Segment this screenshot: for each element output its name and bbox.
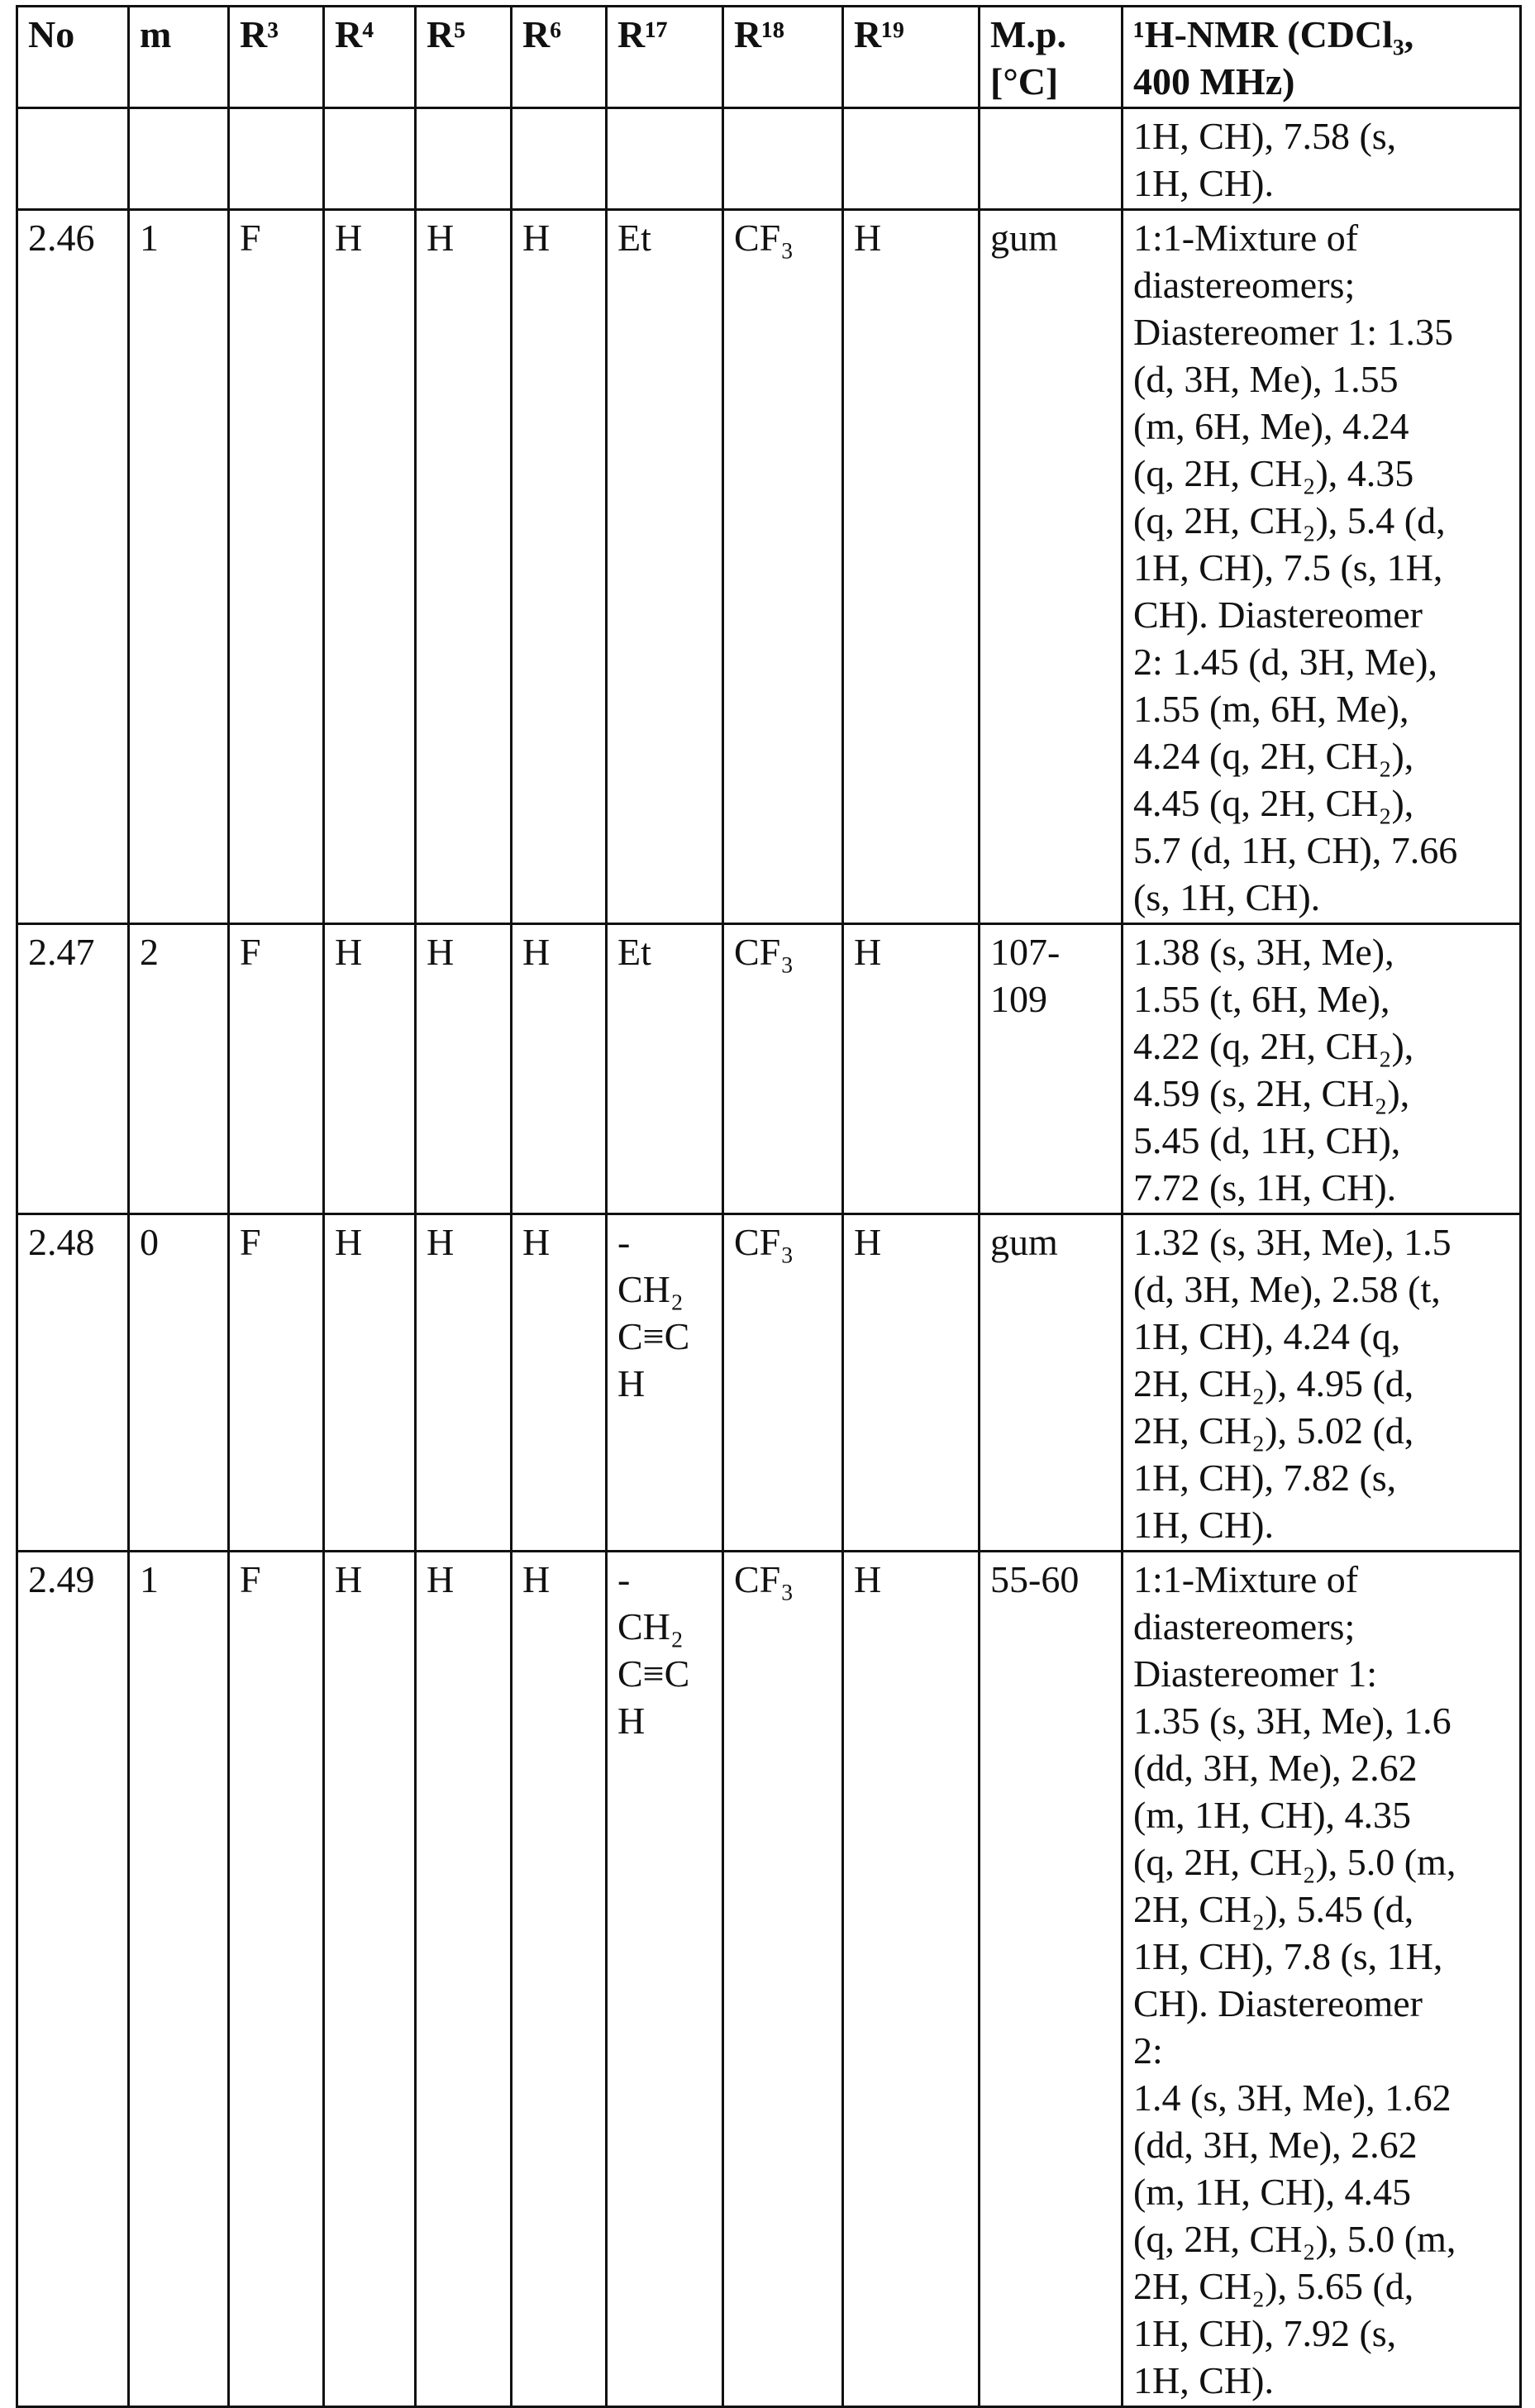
cell-no — [17, 108, 129, 210]
cell-line: 1.55 (m, 6H, Me), — [1133, 685, 1511, 732]
cell-line: 1H, CH), 7.58 (s, — [1133, 112, 1511, 160]
cell-line: 2: — [1133, 2027, 1511, 2074]
cell-nmr — [1123, 108, 1521, 210]
cell-line: (q, 2H, CH₂), 5.0 (m, — [1133, 2215, 1511, 2263]
cell-r6: H — [512, 1552, 607, 2407]
cell-line: 1.38 (s, 3H, Me), — [1133, 928, 1511, 975]
cell-mp: gum — [980, 1214, 1123, 1552]
cell-nmr — [1123, 1552, 1521, 2407]
cell-r6: H — [512, 210, 607, 924]
header-r6: R⁶ — [512, 7, 607, 108]
cell-line: CH₂ — [617, 1266, 713, 1313]
cell-line: 400 MHz) — [1133, 58, 1511, 105]
cell-line: C≡C — [617, 1650, 713, 1697]
cell-r6: H — [512, 924, 607, 1214]
table-row — [17, 210, 1521, 924]
cell-line: ¹H-NMR (CDCl₃, — [1133, 11, 1511, 58]
cell-line: 1.35 (s, 3H, Me), 1.6 — [1133, 1697, 1511, 1744]
cell-mp: 55-60 — [980, 1552, 1123, 2407]
cell-r4: H — [324, 210, 416, 924]
cell-r18: CF₃ — [723, 210, 843, 924]
cell-r18: CF₃ — [723, 1214, 843, 1552]
cell-line: 1H, CH), 7.5 (s, 1H, — [1133, 544, 1511, 591]
cell-line: 1:1-Mixture of — [1133, 1556, 1511, 1603]
cell-r5: H — [416, 1552, 512, 2407]
cell-no: 2.47 — [17, 924, 129, 1214]
compound-table — [16, 5, 1522, 2408]
header-no: No — [17, 7, 129, 108]
cell-line: (m, 6H, Me), 4.24 — [1133, 403, 1511, 450]
header-nmr — [1123, 7, 1521, 108]
header-r3: R³ — [229, 7, 324, 108]
cell-line: (s, 1H, CH). — [1133, 874, 1511, 921]
cell-line: 5.45 (d, 1H, CH), — [1133, 1117, 1511, 1164]
cell-line: 2H, CH₂), 5.45 (d, — [1133, 1886, 1511, 1933]
cell-r6 — [512, 108, 607, 210]
cell-m: 1 — [129, 1552, 229, 2407]
cell-line: Diastereomer 1: 1.35 — [1133, 308, 1511, 355]
cell-m: 1 — [129, 210, 229, 924]
cell-r17 — [607, 1552, 723, 2407]
cell-r17 — [607, 1214, 723, 1552]
cell-line: 1H, CH). — [1133, 1501, 1511, 1548]
cell-line: 1H, CH). — [1133, 2357, 1511, 2404]
cell-no: 2.48 — [17, 1214, 129, 1552]
cell-line: [°C] — [990, 58, 1113, 105]
cell-r18: CF₃ — [723, 1552, 843, 2407]
cell-line: - — [617, 1218, 713, 1266]
cell-r6: H — [512, 1214, 607, 1552]
cell-r17: Et — [607, 924, 723, 1214]
cell-line: 2H, CH₂), 5.02 (d, — [1133, 1407, 1511, 1454]
cell-line: 1H, CH), 7.92 (s, — [1133, 2310, 1511, 2357]
cell-line: 1.55 (t, 6H, Me), — [1133, 975, 1511, 1023]
header-r17: R¹⁷ — [607, 7, 723, 108]
cell-m: 2 — [129, 924, 229, 1214]
cell-r4 — [324, 108, 416, 210]
table-row — [17, 108, 1521, 210]
cell-r18: CF₃ — [723, 924, 843, 1214]
cell-line: 7.72 (s, 1H, CH). — [1133, 1164, 1511, 1211]
cell-line: 5.7 (d, 1H, CH), 7.66 — [1133, 827, 1511, 874]
cell-line: H — [617, 1697, 713, 1744]
cell-line: (dd, 3H, Me), 2.62 — [1133, 2121, 1511, 2168]
cell-r5: H — [416, 210, 512, 924]
header-mp — [980, 7, 1123, 108]
cell-line: 1H, CH). — [1133, 160, 1511, 207]
cell-line: 1:1-Mixture of — [1133, 214, 1511, 261]
cell-r3: F — [229, 210, 324, 924]
cell-line: (m, 1H, CH), 4.45 — [1133, 2168, 1511, 2215]
cell-m: 0 — [129, 1214, 229, 1552]
cell-mp: gum — [980, 210, 1123, 924]
cell-r5 — [416, 108, 512, 210]
cell-r4: H — [324, 924, 416, 1214]
cell-no: 2.49 — [17, 1552, 129, 2407]
cell-line: diastereomers; — [1133, 1603, 1511, 1650]
cell-m — [129, 108, 229, 210]
cell-line: 2H, CH₂), 4.95 (d, — [1133, 1360, 1511, 1407]
cell-line: CH). Diastereomer — [1133, 1980, 1511, 2027]
cell-r19 — [843, 108, 980, 210]
cell-line: 1.4 (s, 3H, Me), 1.62 — [1133, 2074, 1511, 2121]
cell-line: CH₂ — [617, 1603, 713, 1650]
cell-line: (q, 2H, CH₂), 5.4 (d, — [1133, 497, 1511, 544]
cell-line: M.p. — [990, 11, 1113, 58]
cell-line: (dd, 3H, Me), 2.62 — [1133, 1744, 1511, 1791]
cell-r17: Et — [607, 210, 723, 924]
cell-r4: H — [324, 1214, 416, 1552]
header-r18: R¹⁸ — [723, 7, 843, 108]
cell-r5: H — [416, 1214, 512, 1552]
cell-line: Diastereomer 1: — [1133, 1650, 1511, 1697]
cell-line: 1H, CH), 4.24 (q, — [1133, 1313, 1511, 1360]
cell-r18 — [723, 108, 843, 210]
header-r19: R¹⁹ — [843, 7, 980, 108]
cell-line: 1.32 (s, 3H, Me), 1.5 — [1133, 1218, 1511, 1266]
cell-line: 2H, CH₂), 5.65 (d, — [1133, 2263, 1511, 2310]
cell-line: 4.22 (q, 2H, CH₂), — [1133, 1023, 1511, 1070]
header-r4: R⁴ — [324, 7, 416, 108]
cell-line: 107- — [990, 928, 1113, 975]
cell-line: H — [617, 1360, 713, 1407]
cell-line: - — [617, 1556, 713, 1603]
cell-r5: H — [416, 924, 512, 1214]
cell-mp — [980, 924, 1123, 1214]
cell-nmr — [1123, 210, 1521, 924]
cell-line: CH). Diastereomer — [1133, 591, 1511, 638]
cell-r19: H — [843, 924, 980, 1214]
cell-mp — [980, 108, 1123, 210]
cell-nmr — [1123, 924, 1521, 1214]
header-m: m — [129, 7, 229, 108]
cell-line: C≡C — [617, 1313, 713, 1360]
table-row — [17, 1552, 1521, 2407]
cell-line: 1H, CH), 7.82 (s, — [1133, 1454, 1511, 1501]
header-row — [17, 7, 1521, 108]
cell-r3: F — [229, 1214, 324, 1552]
cell-r19: H — [843, 1552, 980, 2407]
cell-r19: H — [843, 1214, 980, 1552]
cell-no: 2.46 — [17, 210, 129, 924]
table-row — [17, 924, 1521, 1214]
cell-line: 109 — [990, 975, 1113, 1023]
cell-line: 1H, CH), 7.8 (s, 1H, — [1133, 1933, 1511, 1980]
cell-line: 4.59 (s, 2H, CH₂), — [1133, 1070, 1511, 1117]
cell-r19: H — [843, 210, 980, 924]
cell-nmr — [1123, 1214, 1521, 1552]
cell-line: 2: 1.45 (d, 3H, Me), — [1133, 638, 1511, 685]
cell-r3: F — [229, 1552, 324, 2407]
cell-line: 4.24 (q, 2H, CH₂), — [1133, 732, 1511, 780]
cell-line: (q, 2H, CH₂), 4.35 — [1133, 450, 1511, 497]
cell-line: (m, 1H, CH), 4.35 — [1133, 1791, 1511, 1838]
cell-r17 — [607, 108, 723, 210]
cell-line: (d, 3H, Me), 2.58 (t, — [1133, 1266, 1511, 1313]
cell-line: (q, 2H, CH₂), 5.0 (m, — [1133, 1838, 1511, 1886]
cell-r3 — [229, 108, 324, 210]
header-r5: R⁵ — [416, 7, 512, 108]
cell-line: (d, 3H, Me), 1.55 — [1133, 355, 1511, 403]
cell-line: 4.45 (q, 2H, CH₂), — [1133, 780, 1511, 827]
cell-r3: F — [229, 924, 324, 1214]
cell-r4: H — [324, 1552, 416, 2407]
table-row — [17, 1214, 1521, 1552]
cell-line: diastereomers; — [1133, 261, 1511, 308]
